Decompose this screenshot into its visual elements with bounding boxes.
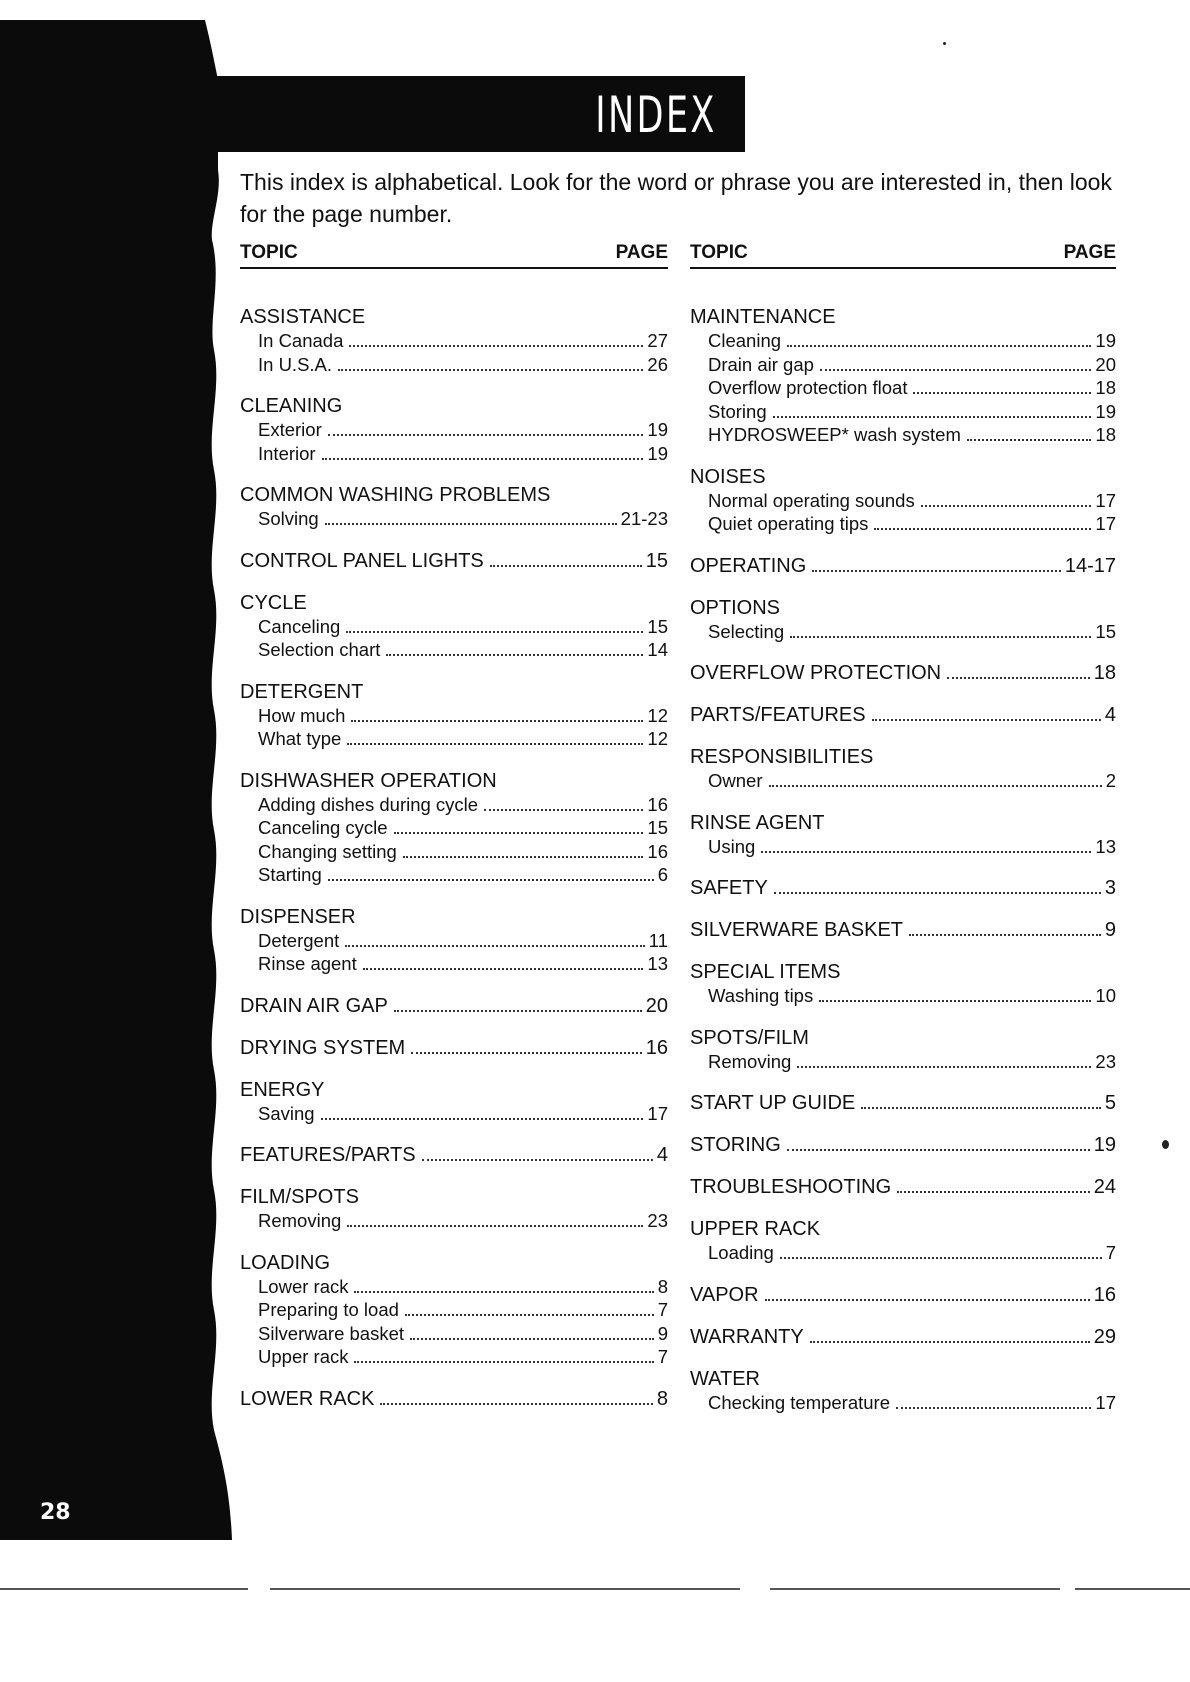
entry-label: Starting [258,864,322,885]
index-entry [240,863,668,887]
section-heading: MAINTENANCE [690,306,836,328]
entry-label: DRAIN AIR GAP [240,994,388,1017]
section-heading: COMMON WASHING PROBLEMS [240,484,551,506]
index-entry [690,661,1116,685]
index-section [690,960,1116,1008]
dot-leader [351,720,643,722]
dot-leader [354,1291,653,1293]
entry-label: Upper rack [258,1346,349,1367]
entry-page: 19 [1093,1134,1116,1156]
bottom-rule [0,1588,248,1590]
index-entry [690,353,1116,377]
entry-label: Rinse agent [258,953,357,974]
section-heading: ENERGY [240,1078,325,1101]
index-section [240,1036,668,1060]
section-heading: RINSE AGENT [690,811,825,834]
index-entry [240,994,668,1018]
entry-page: 29 [1093,1325,1116,1348]
column-header [690,242,1116,269]
column-header [240,242,668,269]
index-entry [240,816,668,840]
entry-label: In U.S.A. [258,353,333,375]
entry-label: SAFETY [690,877,768,899]
index-section [240,769,668,887]
index-entry [690,984,1116,1008]
dot-leader [380,1403,652,1405]
index-entry [240,1275,668,1299]
dot-leader [345,945,645,947]
entry-label: Cleaning [708,330,782,351]
entry-page: 15 [647,817,668,838]
index-entry [240,638,668,662]
entry-page: 13 [1095,835,1116,857]
entry-page: 23 [647,1210,668,1231]
entry-page: 14-17 [1064,554,1116,577]
entry-label: Canceling cycle [258,817,388,838]
entry-label: Saving [258,1102,315,1124]
entry-label: Solving [258,508,319,529]
dot-leader [321,1118,644,1120]
dot-leader [325,523,617,525]
dot-leader [909,934,1101,936]
dot-leader [820,369,1092,371]
dot-leader [780,1257,1102,1259]
entry-page: 18 [1095,377,1116,398]
dot-leader [921,505,1092,507]
entry-page: 15 [647,615,668,637]
index-entry [690,376,1116,400]
page-header: PAGE [1063,242,1116,263]
index-section [240,994,668,1018]
entry-page: 17 [1095,489,1116,511]
entry-page: 5 [1104,1092,1116,1114]
index-entry [240,1322,668,1346]
index-entry [690,1283,1116,1307]
entry-label: HYDROSWEEP* wash system [708,424,961,445]
section-heading: WATER [690,1367,760,1390]
index-entry [690,703,1116,727]
dot-leader [411,1052,642,1054]
index-section [690,554,1116,578]
index-section [690,596,1116,644]
dot-leader [861,1107,1101,1109]
dot-leader [346,631,643,633]
dot-leader [896,1407,1091,1409]
entry-label: Drain air gap [708,353,814,375]
dot-leader [967,439,1092,441]
index-section [240,591,668,662]
index-section [240,1078,668,1126]
entry-label: WARRANTY [690,1325,804,1348]
bottom-rule [1075,1588,1190,1590]
entry-page: 7 [657,1346,668,1367]
entry-label: In Canada [258,330,344,351]
index-entry [240,1387,668,1411]
entry-page: 15 [645,549,668,572]
entry-page: 8 [657,1275,668,1297]
section-heading: ASSISTANCE [240,306,366,328]
dot-leader [872,719,1101,721]
entry-label: Washing tips [708,985,814,1006]
index-entry [240,1209,668,1233]
index-entry [690,423,1116,447]
black-side-band [0,20,240,1540]
dot-leader [797,1066,1091,1068]
entry-label: Storing [708,400,767,422]
dot-leader [354,1361,653,1363]
dot-leader [774,892,1101,894]
section-heading: DETERGENT [240,680,364,703]
entry-page: 19 [647,419,668,440]
page-header: PAGE [615,242,668,263]
bottom-rule [270,1588,740,1590]
entry-page: 7 [657,1299,668,1320]
entry-page: 16 [647,840,668,862]
index-section [690,1217,1116,1265]
entry-label: Owner [708,770,763,791]
index-entry [690,918,1116,942]
dot-leader [322,458,644,460]
dot-leader [947,677,1090,679]
dot-leader [913,392,1091,394]
index-entry [240,1102,668,1126]
index-entry [240,615,668,639]
entry-page: 11 [648,929,668,951]
index-section [240,905,668,976]
entry-label: DRYING SYSTEM [240,1036,406,1059]
dot-leader [897,1191,1090,1193]
index-section [240,483,668,531]
dot-leader [765,1299,1090,1301]
entry-label: What type [258,728,342,749]
index-section [690,1091,1116,1115]
index-entry [690,769,1116,793]
index-entry [690,1391,1116,1415]
dot-leader [347,743,643,745]
dot-leader [773,416,1092,418]
section-heading: RESPONSIBILITIES [690,746,874,768]
index-entry [240,704,668,728]
index-entry [690,1133,1116,1157]
entry-page: 12 [647,728,668,749]
index-section [240,1185,668,1233]
entry-page: 7 [1105,1242,1116,1263]
entry-page: 24 [1093,1176,1116,1198]
entry-label: SILVERWARE BASKET [690,919,904,941]
entry-label: Changing setting [258,840,397,862]
entry-page: 26 [647,353,668,375]
index-section [240,549,668,573]
index-section [690,918,1116,942]
dot-leader [386,654,643,656]
entry-label: Exterior [258,419,322,440]
entry-page: 18 [1095,424,1116,445]
index-section [240,1251,668,1369]
entry-page: 4 [656,1144,668,1166]
entry-label: LOWER RACK [240,1387,375,1410]
entry-label: Canceling [258,615,341,637]
title-bar [215,76,745,152]
entry-page: 8 [656,1387,668,1410]
index-section [690,305,1116,447]
index-entry [690,400,1116,424]
dot-leader [787,1149,1090,1151]
page-number: 28 [40,1500,71,1525]
entry-page: 18 [1093,662,1116,684]
index-entry [690,835,1116,859]
index-entry [240,353,668,377]
dot-leader [812,570,1061,572]
index-entry [690,1050,1116,1074]
dot-leader [347,1225,643,1227]
scan-speck [1162,1140,1169,1149]
index-section [690,745,1116,793]
entry-label: CONTROL PANEL LIGHTS [240,549,484,572]
entry-label: Loading [708,1242,774,1263]
section-heading: UPPER RACK [690,1218,821,1240]
index-entry [240,1143,668,1167]
entry-page: 10 [1095,985,1116,1006]
index-entry [240,840,668,864]
dot-leader [484,809,643,811]
entry-page: 9 [657,1322,668,1344]
index-entry [240,793,668,817]
index-entry [690,1325,1116,1349]
entry-label: Adding dishes during cycle [258,793,479,815]
dot-leader [787,345,1091,347]
entry-label: Selection chart [258,639,381,660]
entry-label: Using [708,835,756,857]
index-section [690,465,1116,536]
dot-leader [338,369,643,371]
index-entry [690,512,1116,536]
entry-page: 9 [1104,919,1116,941]
index-section [240,1387,668,1411]
entry-page: 4 [1104,704,1116,726]
entry-page: 20 [1095,353,1116,375]
index-entry [690,1175,1116,1199]
index-entry [240,329,668,353]
entry-page: 21-23 [620,508,668,529]
entry-label: Lower rack [258,1275,349,1297]
entry-label: PARTS/FEATURES [690,704,866,726]
entry-label: Checking temperature [708,1391,891,1413]
entry-page: 3 [1104,877,1116,899]
index-entry [240,1345,668,1369]
dot-leader [819,1000,1091,1002]
index-section [690,1325,1116,1349]
entry-label: TROUBLESHOOTING [690,1176,892,1198]
index-section [690,1026,1116,1074]
index-section [690,1175,1116,1199]
index-section [690,1133,1116,1157]
dot-leader [810,1341,1090,1343]
index-entry [690,554,1116,578]
index-column-right [690,242,1116,1432]
index-entry [240,418,668,442]
index-section [240,1143,668,1167]
entry-label: OPERATING [690,554,807,577]
dot-leader [394,1010,642,1012]
index-section [690,703,1116,727]
section-heading: CLEANING [240,395,343,417]
entry-page: 14 [647,639,668,660]
index-entry [690,489,1116,513]
index-entry [690,1091,1116,1115]
index-section [690,1283,1116,1307]
entry-page: 17 [1095,513,1116,534]
entry-label: STORING [690,1134,781,1156]
entry-label: Quiet operating tips [708,513,869,534]
index-section [690,1367,1116,1415]
dot-leader [328,879,654,881]
dot-leader [405,1314,654,1316]
entry-label: START UP GUIDE [690,1092,856,1114]
entry-label: Selecting [708,620,785,642]
entry-page: 2 [1105,770,1116,791]
entry-label: Preparing to load [258,1299,399,1320]
index-entry [690,876,1116,900]
index-entry [240,1298,668,1322]
entry-page: 19 [1095,400,1116,422]
entry-page: 19 [647,442,668,464]
dot-leader [394,832,644,834]
dot-leader [403,856,644,858]
entry-page: 12 [647,704,668,726]
dot-leader [349,345,643,347]
entry-label: VAPOR [690,1283,759,1306]
dot-leader [410,1338,654,1340]
section-heading: NOISES [690,465,766,488]
entry-page: 13 [647,953,668,974]
entry-page: 19 [1095,330,1116,351]
entry-label: Overflow protection float [708,377,908,398]
entry-label: Silverware basket [258,1322,405,1344]
index-entry [240,442,668,466]
entry-page: 27 [647,330,668,351]
entry-page: 16 [1093,1283,1116,1306]
section-heading: SPECIAL ITEMS [690,961,841,983]
entry-page: 17 [1095,1391,1116,1413]
entry-page: 15 [1095,620,1116,642]
dot-leader [790,636,1091,638]
entry-label: FEATURES/PARTS [240,1144,416,1166]
entry-label: Normal operating sounds [708,489,915,511]
bottom-rule [770,1588,1060,1590]
dot-leader [769,785,1102,787]
entry-page: 16 [645,1036,668,1059]
index-entry [690,620,1116,644]
index-entry [240,952,668,976]
entry-label: Detergent [258,929,340,951]
entry-page: 6 [657,864,668,885]
intro-text: This index is alphabetical. Look for the word or phrase you are interested in, then look for the page number. [240,169,1112,227]
section-heading: OPTIONS [690,596,781,619]
entry-page: 23 [1095,1050,1116,1072]
index-entry [240,929,668,953]
dot-leader [328,434,644,436]
section-heading: FILM/SPOTS [240,1186,359,1208]
entry-label: OVERFLOW PROTECTION [690,662,942,684]
index-section [690,876,1116,900]
index-section [240,394,668,465]
index-section [690,661,1116,685]
index-entry [240,727,668,751]
entry-label: Interior [258,442,316,464]
scan-speck [943,42,946,45]
dot-leader [363,968,644,970]
index-entry [690,1241,1116,1265]
dot-leader [874,528,1091,530]
entry-label: Removing [258,1210,342,1231]
index-entry [690,329,1116,353]
dot-leader [422,1159,653,1161]
index-section [240,305,668,376]
page-title: INDEX [595,86,717,144]
section-heading: LOADING [240,1251,331,1274]
entry-page: 16 [647,793,668,815]
index-entry [240,549,668,573]
section-heading: CYCLE [240,591,307,614]
index-section [690,811,1116,859]
topic-header: TOPIC [690,242,748,263]
entry-page: 17 [647,1102,668,1124]
entry-label: Removing [708,1050,792,1072]
index-entry [240,507,668,531]
section-heading: SPOTS/FILM [690,1026,809,1049]
dot-leader [490,565,642,567]
topic-header: TOPIC [240,242,298,263]
index-entry [240,1036,668,1060]
entry-label: How much [258,704,346,726]
section-heading: DISPENSER [240,905,356,928]
index-column-left [240,242,668,1429]
index-section [240,680,668,751]
section-heading: DISHWASHER OPERATION [240,769,497,792]
entry-page: 20 [645,994,668,1017]
dot-leader [761,851,1091,853]
